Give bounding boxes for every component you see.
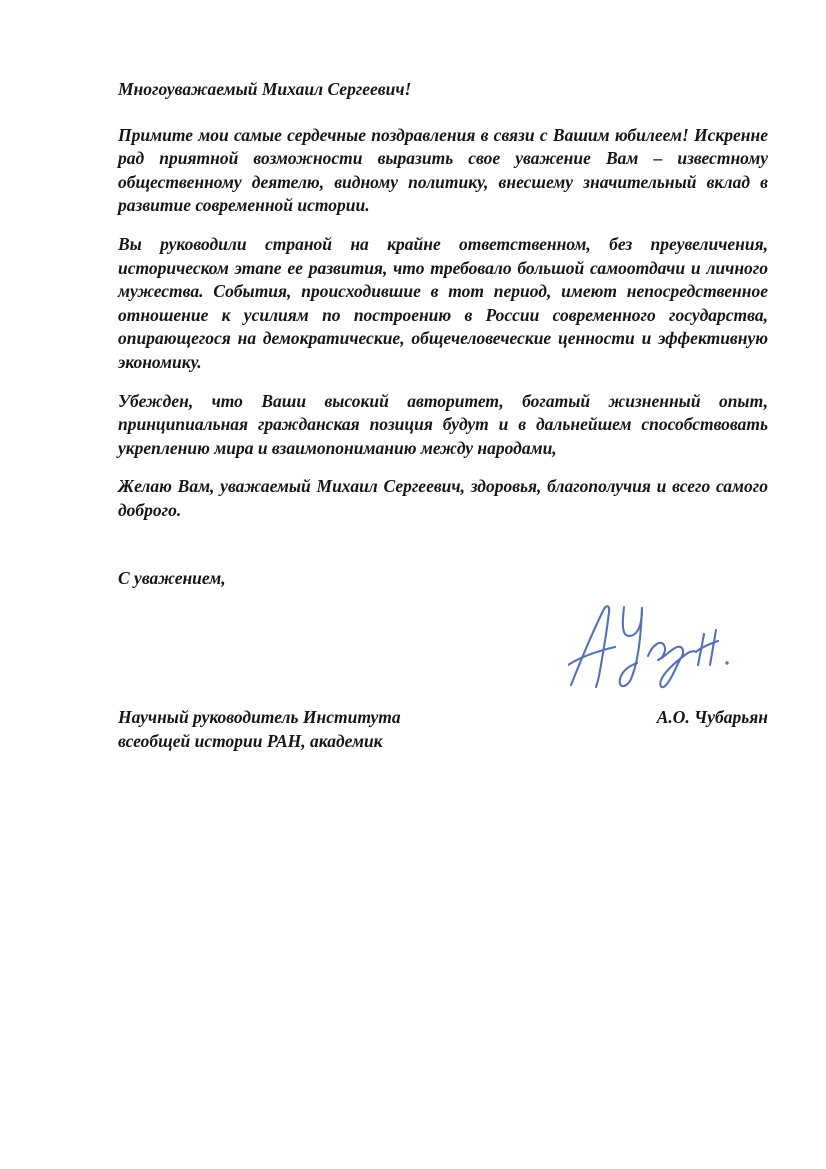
paragraph-leadership: Вы руководили страной на крайне ответственном, без преувеличения, историческом этапе ее развития, что требовало большой самоотдачи и личного мужества. События, происходившие в тот период, имеют непосредственное отношение к усилиям по построению в России современного государства, опирающегося на демократические, общечеловеческие ценности и эффективную экономику. [118, 233, 768, 372]
handwritten-signature-icon [568, 592, 738, 692]
salutation: Многоуважаемый Михаил Сергеевич! [118, 79, 412, 99]
signer-title-line-2: всеобщей истории РАН, академик [118, 730, 383, 751]
signer-title [118, 706, 401, 753]
signer-block [118, 706, 768, 753]
signature-area [118, 590, 768, 706]
closing-salutation: С уважением, [118, 567, 226, 588]
paragraph-authority: Убежден, что Ваши высокий авторитет, богатый жизненный опыт, принципиальная гражданская позиция будут и в дальнейшем способствовать укреплению мира и взаимопониманию между народами, [118, 390, 768, 458]
paragraph-congratulation: Примите мои самые сердечные поздравления в связи с Вашим юбилеем! Искренне рад приятной возможности выразить свое уважение Вам – известному общественному деятелю, видному политику, внесшему значительный вклад в развитие современной истории. [118, 124, 768, 216]
paragraph-wishes: Желаю Вам, уважаемый Михаил Сергеевич, здоровья, благополучия и всего самого доброго. [118, 476, 768, 520]
signer-name: А.О. Чубарьян [656, 707, 768, 728]
signer-title-line-1: Научный руководитель Института [118, 707, 401, 728]
